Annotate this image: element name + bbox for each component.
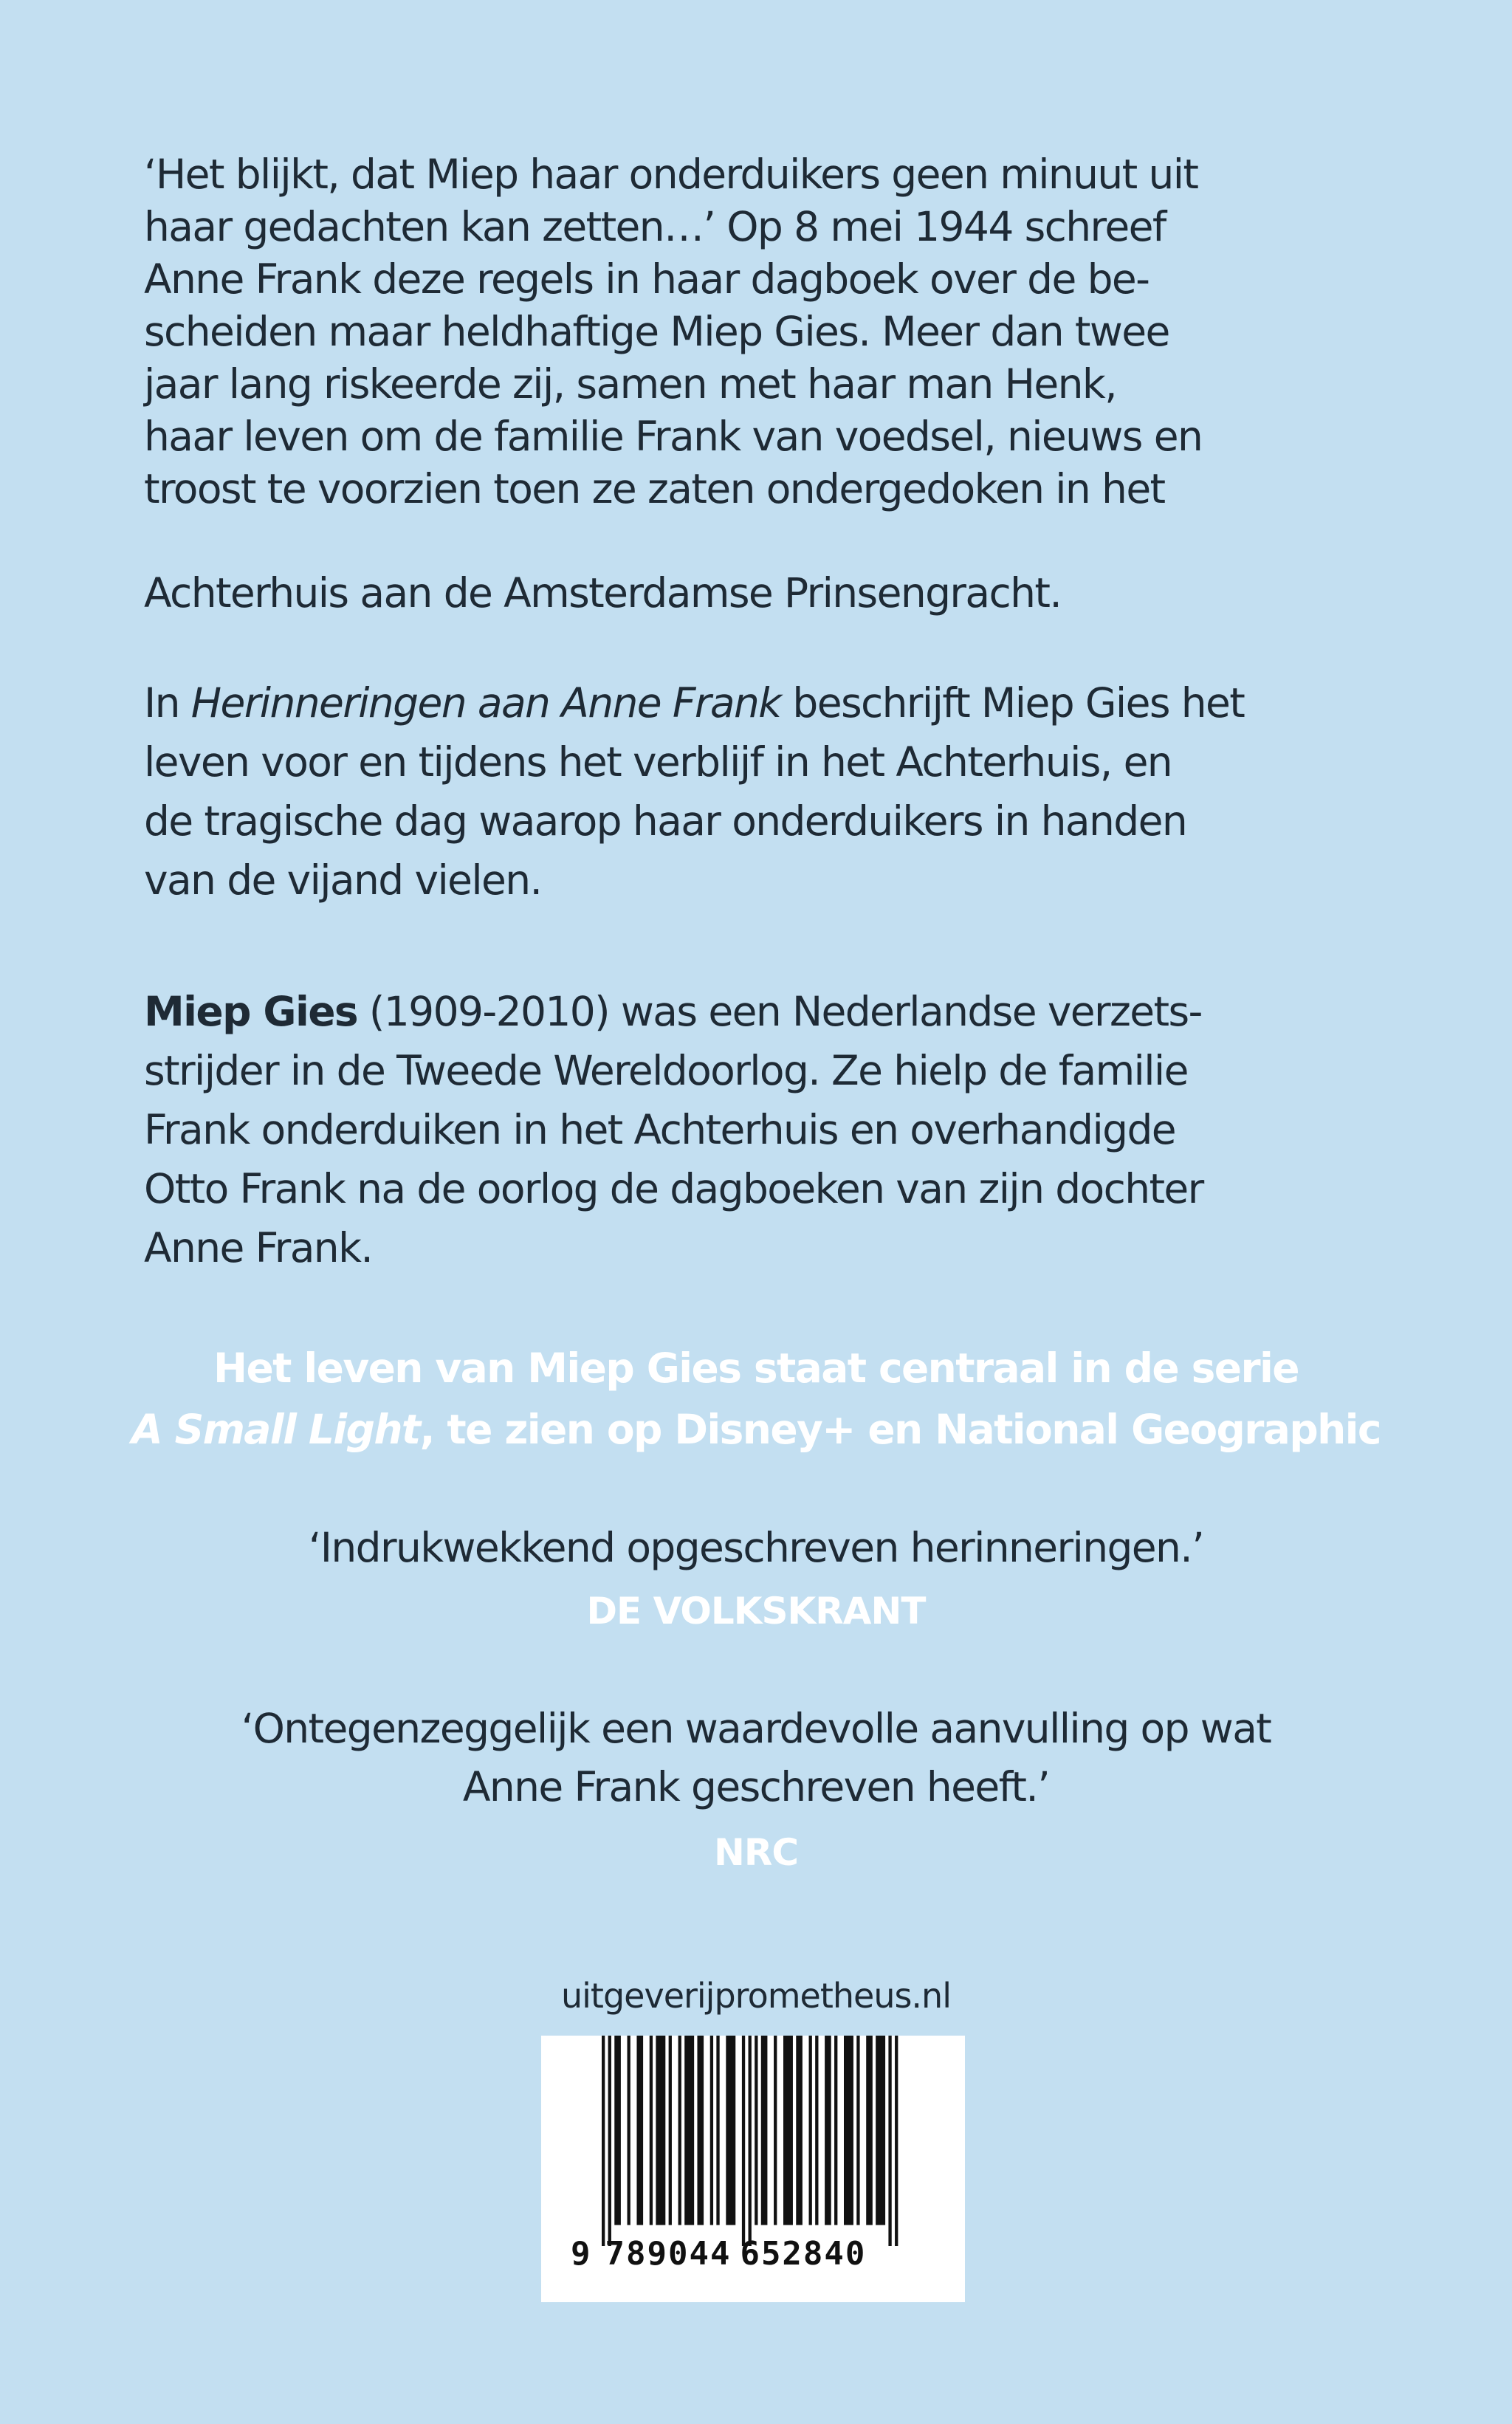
- blurb-line: haar leven om de familie Frank van voedsel, nieuws en: [144, 413, 1203, 460]
- blurb-line: van de vijand vielen.: [144, 856, 542, 904]
- series-note-line: Het leven van Miep Gies staat centraal in de serie: [213, 1345, 1299, 1392]
- publisher-url: uitgeverijprometheus.nl: [561, 1976, 951, 2016]
- blurb-line: scheiden maar heldhaftige Miep Gies. Meer dan twee: [144, 308, 1169, 355]
- blurb-line: de tragische dag waarop haar onderduikers in handen: [144, 797, 1187, 845]
- isbn-digit-first: 9: [571, 2235, 592, 2273]
- author-name: Miep Gies: [144, 988, 358, 1035]
- series-note-line: [0, 1406, 1512, 1453]
- blurb-line: [144, 679, 1245, 727]
- blurb-line: Otto Frank na de oorlog de dagboeken van zijn dochter: [144, 1165, 1203, 1212]
- isbn-barcode: [541, 2036, 965, 2302]
- review-quote: ‘Indrukwekkend opgeschreven herinneringen.’: [308, 1524, 1204, 1571]
- isbn-number: [571, 2235, 925, 2273]
- blurb-line: Achterhuis aan de Amsterdamse Prinsengracht.: [144, 569, 1062, 617]
- blurb-line: jaar lang riskeerde zij, samen met haar man Henk,: [144, 360, 1116, 408]
- text-run: , te zien op Disney+ en National Geographic: [419, 1406, 1381, 1453]
- blurb-line: Anne Frank.: [144, 1224, 373, 1271]
- text-run: (1909-2010) was een Nederlandse verzets-: [357, 988, 1202, 1035]
- blurb-line: ‘Het blijkt, dat Miep haar onderduikers geen minuut uit: [144, 151, 1198, 198]
- series-title: A Small Light: [131, 1406, 420, 1453]
- blurb-line: [144, 988, 1202, 1035]
- review-quote: Anne Frank geschreven heeft.’: [462, 1763, 1050, 1810]
- blurb-line: troost te voorzien toen ze zaten ondergedoken in het: [144, 465, 1165, 512]
- blurb-line: haar gedachten kan zetten…’ Op 8 mei 1944 schreef: [144, 203, 1166, 250]
- text-run: In: [144, 679, 191, 727]
- blurb-line: leven voor en tijdens het verblijf in het Achterhuis, en: [144, 738, 1172, 786]
- isbn-group-2: 652840: [740, 2235, 867, 2273]
- blurb-line: Frank onderduiken in het Achterhuis en overhandigde: [144, 1106, 1176, 1153]
- blurb-line: strijder in de Tweede Wereldoorlog. Ze hielp de familie: [144, 1047, 1188, 1094]
- book-title: Herinneringen aan Anne Frank: [190, 679, 781, 727]
- review-source: NRC: [713, 1831, 799, 1874]
- review-source: DE VOLKSKRANT: [586, 1590, 926, 1632]
- isbn-group-1: 789044: [605, 2235, 732, 2273]
- barcode-bars-icon: [602, 2036, 904, 2246]
- text-run: beschrijft Miep Gies het: [780, 679, 1245, 727]
- blurb-line: Anne Frank deze regels in haar dagboek over de be-: [144, 255, 1150, 303]
- review-quote: ‘Ontegenzeggelijk een waardevolle aanvulling op wat: [241, 1705, 1271, 1752]
